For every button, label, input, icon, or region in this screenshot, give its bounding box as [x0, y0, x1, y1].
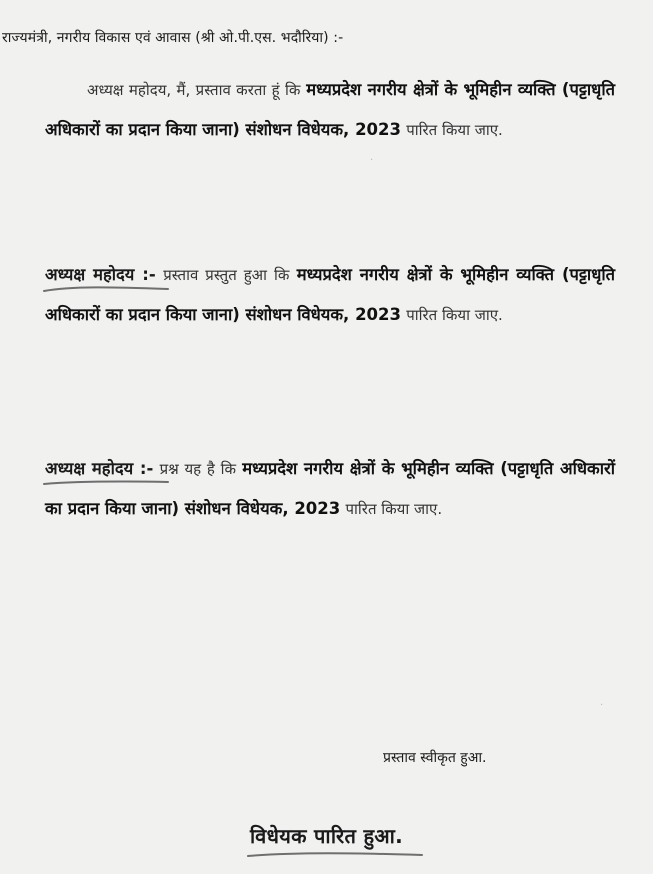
speaker-header: राज्यमंत्री, नगरीय विकास एवं आवास (श्री ओ.पी.एस. भदौरिया) :- [2, 30, 344, 46]
speaker-label: अध्यक्ष महोदय :- [45, 459, 154, 478]
bill-name: मध्यप्रदेश नगरीय क्षेत्रों के भूमिहीन व्यक्ति (पट्टाधृति अधिकारों का प्रदान किया जाना) संशोधन विधेयक, 2023 [45, 80, 615, 139]
proposal-presented-paragraph [45, 255, 615, 335]
motion-tail-text: पारित किया जाए. [406, 121, 503, 139]
question-intro-text: प्रश्न यह है कि [159, 460, 237, 478]
speaker-label: अध्यक्ष महोदय :- [45, 265, 156, 284]
scan-speck: · [600, 700, 604, 711]
proposal-intro-text: प्रस्ताव प्रस्तुत हुआ कि [163, 266, 290, 284]
motion-accepted-text: प्रस्ताव स्वीकृत हुआ. [383, 750, 487, 766]
bill-passed-text: विधेयक पारित हुआ. [250, 824, 404, 848]
bill-name: मध्यप्रदेश नगरीय क्षेत्रों के भूमिहीन व्यक्ति (पट्टाधृति अधिकारों का प्रदान किया जाना) संशोधन विधेयक, 2023 [45, 459, 616, 518]
proposal-tail-text: पारित किया जाए. [406, 306, 503, 324]
question-tail-text: पारित किया जाए. [345, 500, 443, 518]
motion-intro-text: अध्यक्ष महोदय, मैं, प्रस्ताव करता हूं कि [87, 81, 301, 99]
bill-name: मध्यप्रदेश नगरीय क्षेत्रों के भूमिहीन व्यक्ति (पट्टाधृति अधिकारों का प्रदान किया जाना) संशोधन विधेयक, 2023 [45, 265, 616, 324]
passed-underline-stroke [246, 848, 426, 862]
scan-speck: · [370, 155, 374, 166]
question-paragraph [45, 449, 615, 529]
motion-paragraph [45, 70, 615, 150]
